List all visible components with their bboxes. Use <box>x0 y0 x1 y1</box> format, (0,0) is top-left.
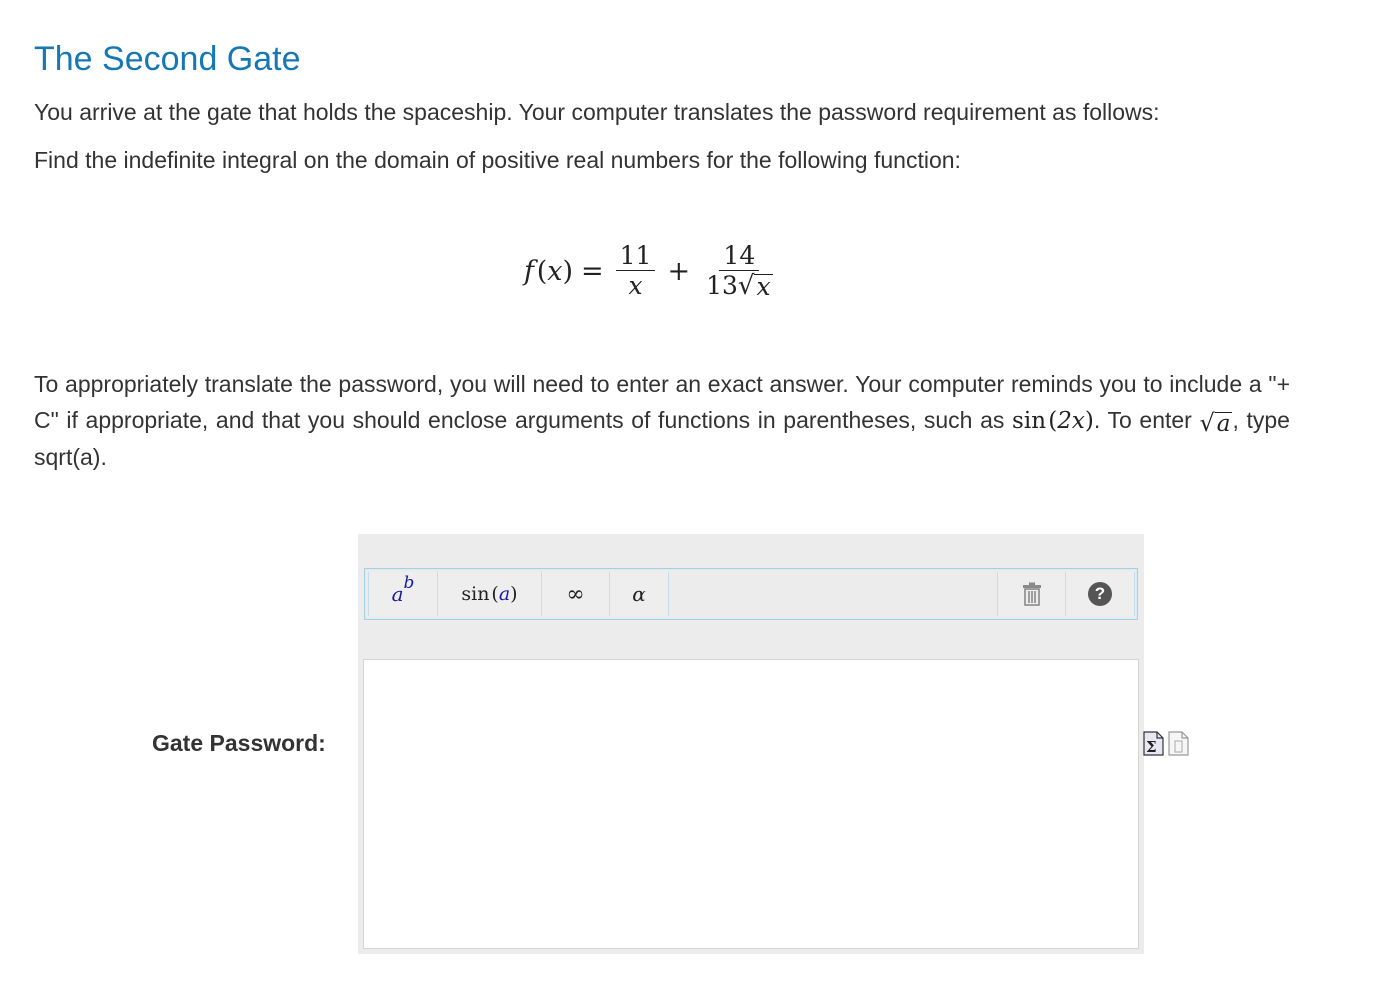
text-entry-icon[interactable] <box>1168 731 1189 756</box>
denominator-coefficient: 13 <box>706 270 738 300</box>
example-arg: 2x <box>1057 408 1085 434</box>
fraction-one <box>616 242 656 301</box>
function-button[interactable]: sin ( a ) <box>437 572 542 616</box>
function-name: f <box>524 255 534 287</box>
example-sqrt <box>1199 411 1232 435</box>
power-button[interactable] <box>368 572 438 616</box>
radical-sign: √ <box>737 270 755 301</box>
infinity-button[interactable]: ∞ <box>541 572 610 616</box>
instructions-text <box>34 366 1290 475</box>
clear-button[interactable] <box>997 572 1066 616</box>
sin-arg: a <box>498 583 511 605</box>
svg-text:Σ: Σ <box>1146 738 1157 756</box>
fraction-two-denominator <box>702 271 777 301</box>
close-paren: ) <box>562 255 574 287</box>
fraction-two <box>702 242 777 301</box>
example-sin-expression: sin (2x) <box>1012 408 1094 434</box>
greek-letter-button[interactable]: α <box>609 572 669 616</box>
power-base: a <box>391 582 404 606</box>
radical-sign: √ <box>1199 409 1215 437</box>
instructions-part-2: . To enter <box>1093 407 1200 433</box>
fraction-two-numerator: 14 <box>719 242 759 271</box>
equals-sign: = <box>581 255 604 287</box>
help-icon: ? <box>1088 582 1112 606</box>
trash-icon <box>1021 582 1043 606</box>
page-title: The Second Gate <box>34 40 301 78</box>
function-arg: x <box>547 255 563 287</box>
answer-input-area[interactable] <box>363 659 1139 949</box>
example-func: sin <box>1012 408 1047 434</box>
radicand: x <box>756 271 771 301</box>
instructions-part-1: To appropriately translate the password, you will need to enter an exact answer. Your computer reminds you to include a "+ C" if appropriate, and that you should enclose arguments of functions in parentheses, such as <box>34 371 1290 433</box>
intro-text: You arrive at the gate that holds the spaceship. Your computer translates the password requirement as follows: <box>34 99 1160 125</box>
sin-label: sin <box>461 583 490 605</box>
instructions-part-3: , type sqrt(a). <box>34 407 1290 470</box>
square-root <box>737 270 773 301</box>
function-equation <box>524 235 781 307</box>
fraction-one-numerator: 11 <box>616 242 656 271</box>
plus-sign: + <box>667 255 691 287</box>
answer-mode-icons <box>1143 731 1189 756</box>
help-button[interactable] <box>1065 572 1135 616</box>
open-paren: ( <box>534 255 548 287</box>
math-toolbar <box>364 568 1138 620</box>
gate-password-label: Gate Password: <box>152 730 326 756</box>
fraction-one-denominator: x <box>628 270 643 300</box>
equation-editor-icon[interactable] <box>1143 731 1164 756</box>
power-exponent: b <box>403 573 415 593</box>
answer-editor <box>358 534 1144 954</box>
sqrt-var: a <box>1216 411 1231 437</box>
task-text: Find the indefinite integral on the domain of positive real numbers for the following function: <box>34 147 961 173</box>
